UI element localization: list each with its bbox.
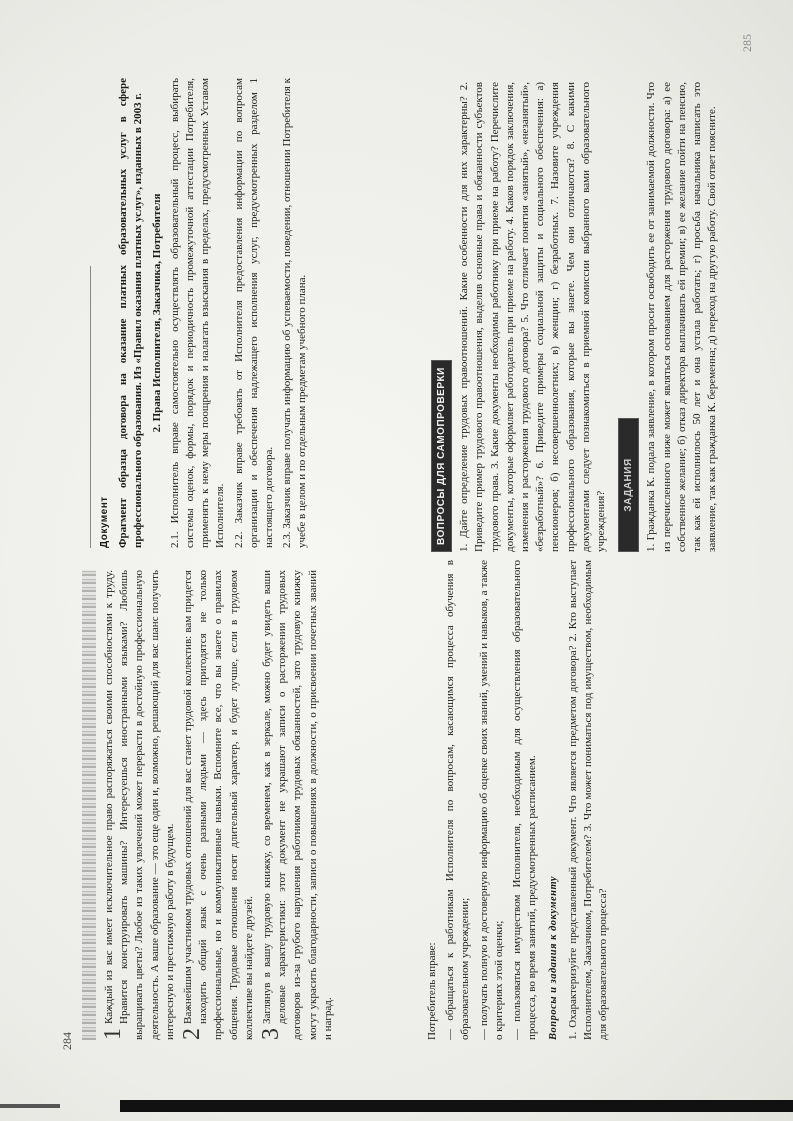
questions-heading: Вопросы и задания к документу	[548, 875, 560, 1040]
page-number-right: 285	[740, 34, 754, 52]
document-heading: Документ	[99, 496, 110, 548]
consumer-right-3: — пользоваться имуществом Исполнителя, необходимым для осуществления образовательного процесса, во время занятий, предусмотренных расписанием.	[511, 560, 539, 1040]
left-page-column-1	[82, 570, 370, 1040]
divider	[90, 266, 91, 548]
page-number-left: 284	[60, 1032, 74, 1050]
self-check-banner: ВОПРОСЫ ДЛЯ САМОПРОВЕРКИ	[431, 360, 452, 552]
tasks-banner: ЗАДАНИЯ	[618, 418, 639, 552]
scan-noise-strip	[82, 570, 96, 1040]
consumer-right-1: — обращаться к работникам Исполнителя по вопросам, касающимся процесса обучения в образовательном учреждении;	[444, 560, 472, 1040]
right-page-column-2	[425, 82, 725, 552]
questions-text: 1. Охарактеризуйте представленный документ. Что является предметом договора? 2. Кто выступает Исполнителем, Заказчиком, Потребителем? 3. Что может пониматься под имуществом, необходимым для образовательного процесса?	[566, 560, 610, 1040]
scan-edge-shadow-left	[0, 1104, 60, 1108]
consumer-rights-intro: Потребитель вправе:	[426, 942, 438, 1040]
dropcap-3-icon: 3	[258, 1028, 285, 1040]
left-page-column-2	[82, 78, 370, 548]
dropcap-1-icon: 1	[100, 1028, 126, 1040]
right-page-column-1	[425, 560, 725, 1040]
document-intro: Фрагмент образца договора на оказание платных образовательных услуг в сфере профессионального образования. Из «Правил оказания платных услуг», изданных в 2003 г.	[117, 78, 145, 548]
paragraph-1: 1 Каждый из вас имеет исключительное право распоряжаться своими способностями к труду. Нравится конструировать машины? Интересуешься иностранными языками? Любишь выращивать цветы? Любое из таких увлечений может перерасти в достойную профессиональную деятельность. А ваше образование — это еще один и, возможно, решающий для вас шанс получить интересную и престижную работу в будущем.	[100, 570, 176, 1040]
paragraph-3: 3 Заглянув в вашу трудовую книжку, со временем, как в зеркале, можно будет увидеть ваши деловые характеристики: этот документ не украшают записи о расторжении трудовых договоров из-за грубого нарушения работником трудовых обязанностей, зато трудовую книжку могут украсить благодарности, записи о повышениях в должности, о присвоении почетных званий и наград.	[258, 570, 334, 1040]
clause-2-3: 2.3. Заказчик вправе получать информацию об успеваемости, поведении, отношении Потребителя к учебе в целом и по отдельным предметам учебного плана.	[281, 78, 309, 548]
consumer-right-2: — получать полную и достоверную информацию об оценке своих знаний, умений и навыков, а также о критериях этой оценки;	[477, 560, 505, 1040]
clause-2-2: 2.2. Заказчик вправе требовать от Исполнителя предоставления информации по вопросам организации и обеспечения надлежащего исполнения услуг, предусмотренных разделом 1 настоящего договора.	[232, 78, 276, 548]
section-title: 2. Права Исполнителя, Заказчика, Потребителя	[150, 193, 163, 433]
scan-edge-shadow	[120, 1100, 793, 1112]
self-check-questions: 1. Дайте определение трудовых правоотношений. Какие особенности для них характерны? 2. Приведите пример трудового правоотношения, выделив основные права и обязанности субъектов трудового права. 3. Какие документы необходимы работнику при приеме на работу? Перечислите документы, которые оформляет работодатель при приеме на работу. 4. Каков порядок заключения, изменения и расторжения трудового договора? 5. Что отличает понятия «занятый», «незанятый», «безработный»? 6. Приведите примеры социальной защиты и социального обеспечения: а) пенсионеров; б) несовершеннолетних; в) женщин; г) безработных. 7. Назовите учреждения профессионального образования, которые вы знаете. Чем они отличаются? 8. С какими документами следует познакомиться в приемной комиссии выбранного вами образовательного учреждения?	[458, 82, 608, 552]
paragraph-2: 2 Важнейшим участником трудовых отношений для вас станет трудовой коллектив: вам придется находить общий язык с очень разными людьми — здесь пригодятся не только профессиональные, но и коммуникативные навыки. Вспомните все, что вы знаете о правилах общения. Трудовые отношения носят длительный характер, и будет лучше, если в трудовом коллективе вы найдете друзей.	[179, 570, 255, 1040]
clause-2-1: 2.1. Исполнитель вправе самостоятельно осуществлять образовательный процесс, выбирать системы оценок, формы, порядок и периодичность промежуточной аттестации Потребителя, применять к нему меры поощрения и налагать взыскания в пределах, предусмотренных Уставом Исполнителя.	[168, 78, 227, 548]
dropcap-2-icon: 2	[179, 1028, 206, 1040]
task-1: 1. Гражданка К. подала заявление, в котором просит освободить ее от занимаемой должности. Что из перечисленного ниже может являться основанием для расторжения трудового договора: а) ее собственное желание; б) отказ директора выплачивать ей премии; в) ее желание пойти на пенсию, так как ей исполнилось 50 лет и она устала работать; г) просьба начальника написать это заявление, так как гражданка К. беременна; д) переход на другую работу. Свой ответ поясните.	[645, 82, 719, 552]
